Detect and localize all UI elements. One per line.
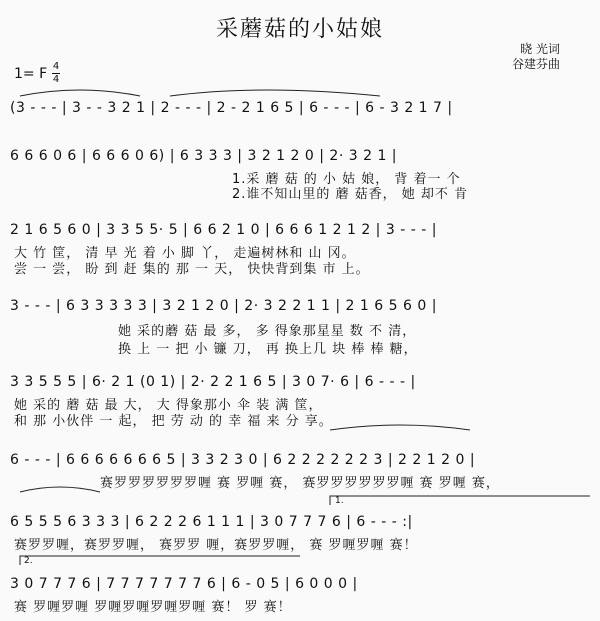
score-line-7-notes: 6 5 5 5 6 3 3 3 | 6 2 2 2 6 1 1 1 | 3 0 7 7 7 6 | 6 - - - :| <box>10 514 413 530</box>
score-line-4-notes: 3 - - - | 6 3 3 3 3 3 | 3 2 1 2 0 | 2· 3 2 2 1 1 | 2 1 6 5 6 0 | <box>10 298 437 314</box>
score-line-1-notes: (3 - - - | 3 - - 3 2 1 | 2 - - - | 2 - 2 1 6 5 | 6 - - - | 6 - 3 2 1 7 | <box>10 100 453 116</box>
score-line-5-lyrics-1: 她 采的 蘑 菇 最 大， 大 得象那小 伞 装 满 筐， <box>14 398 323 413</box>
score-line-7-lyrics-1: 赛罗罗喱，赛罗罗喱， 赛罗罗 喱，赛罗罗喱， 赛 罗喱罗喱 赛！ <box>14 538 418 553</box>
score-line-6-notes: 6 - - - | 6 6 6 6 6 6 6 5 | 3 3 2 3 0 | 6 2 2 2 2 2 2 3 | 2 2 1 2 0 | <box>10 452 476 468</box>
volta-2-label: 2. <box>24 556 33 566</box>
volta-2-bracket <box>20 556 300 565</box>
lyricist-credit: 晓 光词 <box>520 42 560 56</box>
slur-line-1b <box>170 90 380 96</box>
slur-line-5a <box>330 425 470 430</box>
score-line-5-lyrics-2: 和 那 小伙伴 一 起， 把 劳 动 的 幸 福 来 分 享。 <box>14 414 333 429</box>
score-line-2-lyrics-1: 1.采 蘑 菇 的 小 姑 娘， 背 着一 个 <box>232 172 461 187</box>
score-line-8-lyrics-1: 赛 罗喱罗喱 罗喱罗喱罗喱罗喱 赛！ 罗 赛！ <box>14 600 292 615</box>
time-signature-top: 4 <box>52 61 60 72</box>
score-line-5-notes: 3 3 5 5 5 | 6· 2 1 (0 1) | 2· 2 2 1 6 5 | 3 0 7· 6 | 6 - - - | <box>10 374 416 390</box>
score-line-3-lyrics-1: 大 竹 筐， 清 早 光 着 小 脚 丫， 走遍树林和 山 冈。 <box>14 246 356 261</box>
time-signature-bottom: 4 <box>52 74 60 85</box>
score-line-6-lyrics-1: 赛罗罗罗罗罗罗喱 赛 罗喱 赛， 赛罗罗罗罗罗罗喱 赛 罗喱 赛， <box>100 476 500 491</box>
score-line-2-lyrics-2: 2.谁不知山里的 蘑 菇香， 她 却不 肯 <box>232 187 469 202</box>
score-line-3-lyrics-2: 尝 一 尝， 盼 到 赶 集的 那 一 天， 快快背到集 市 上。 <box>14 262 370 277</box>
composer-credit: 谷建芬曲 <box>511 57 560 71</box>
score-line-2-notes: 6 6 6 0 6 | 6 6 6 0 6) | 6 3 3 3 | 3 2 1 2 0 | 2· 3 2 1 | <box>10 148 398 164</box>
song-title: 采蘑菇的小姑娘 <box>215 17 384 42</box>
volta-1-label: 1. <box>335 496 344 506</box>
score-line-4-lyrics-2: 换 上 一 把 小 镰 刀， 再 换上几 块 棒 棒 糖， <box>118 342 418 357</box>
score-line-4-lyrics-1: 她 采的蘑 菇 最 多， 多 得象那星星 数 不 清， <box>118 324 417 339</box>
score-line-8-notes: 3 0 7 7 7 6 | 7 7 7 7 7 7 7 6 | 6 - 0 5 | 6 0 0 0 | <box>10 576 358 592</box>
slur-line-1a <box>20 90 140 96</box>
volta-1-bracket <box>330 496 590 505</box>
slur-line-6a <box>20 487 100 492</box>
key-signature: 1= F <box>14 66 48 82</box>
score-line-3-notes: 2 1 6 5 6 0 | 3 3 5 5· 5 | 6 6 2 1 0 | 6 6 6 1 2 1 2 | 3 - - - | <box>10 222 437 238</box>
